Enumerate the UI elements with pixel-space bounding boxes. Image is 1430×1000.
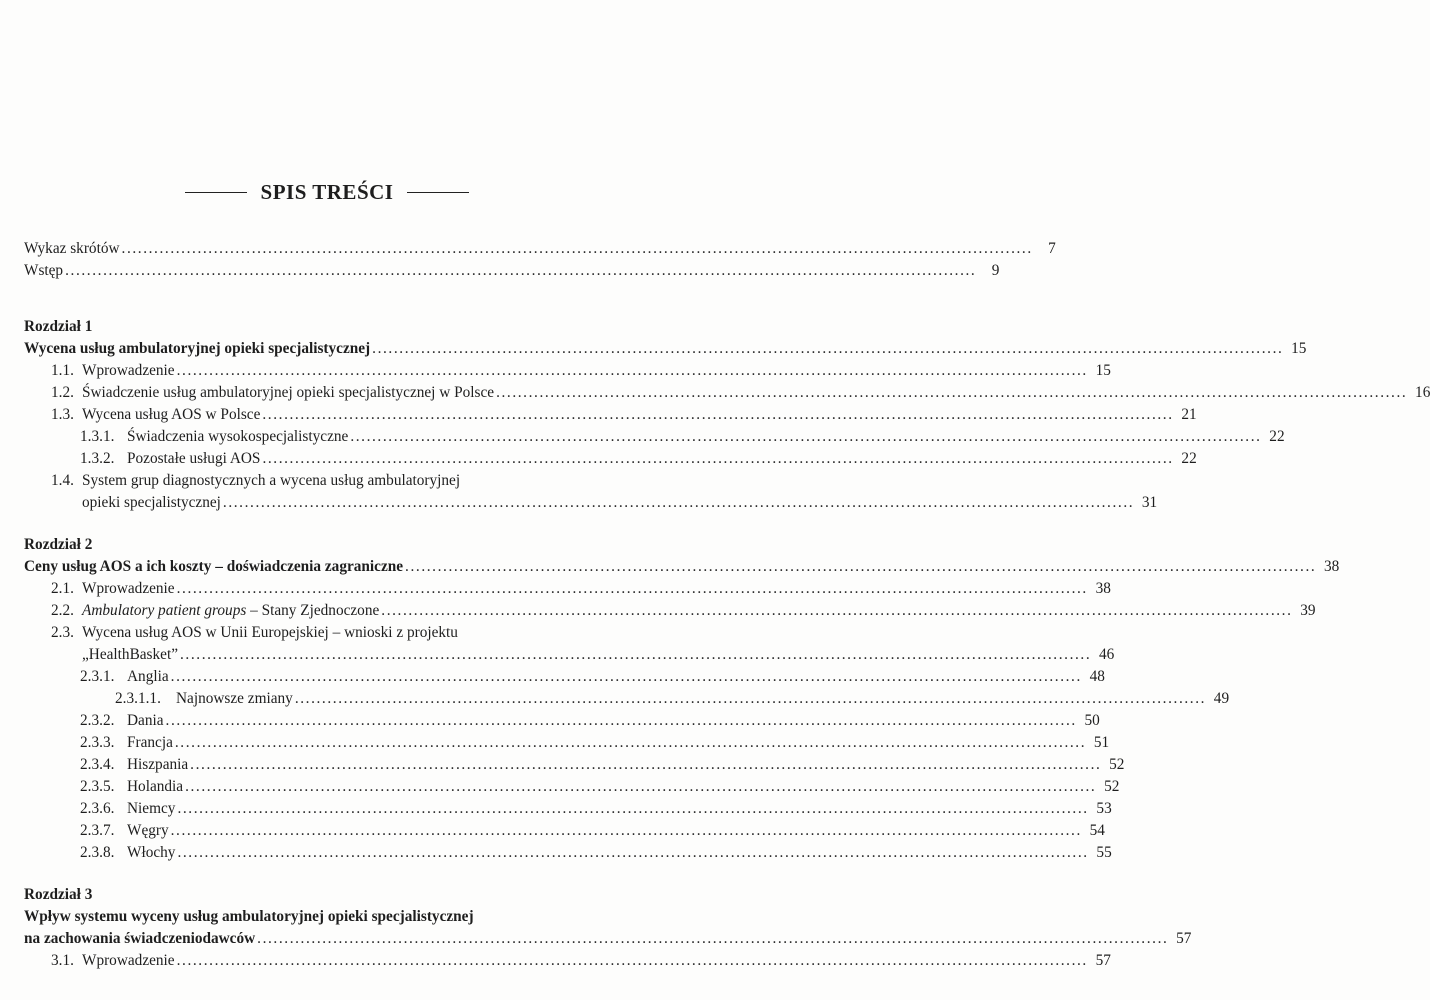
toc-entry-1-3-2: 1.3.2. Pozostałe usługi AOS ..... 22 [24, 448, 590, 470]
toc-entry-2-3-4: 2.3.4. Hiszpania ..... 52 [24, 754, 590, 776]
toc-entry-2-3-1-1: 2.3.1.1. Najnowsze zmiany ..... 49 [24, 688, 590, 710]
toc-entry-2-1: 2.1. Wprowadzenie ..... 38 [24, 578, 590, 600]
toc-entry-2-3-6: 2.3.6. Niemcy ..... 53 [24, 798, 590, 820]
table-of-contents [24, 238, 1430, 972]
toc-entry-2-3-8: 2.3.8. Włochy ..... 55 [24, 842, 590, 864]
chapter-1-title: Wycena usług ambulatoryjnej opieki specjalistycznej ..... 15 [24, 338, 590, 360]
title-rule-left [185, 192, 247, 193]
toc-entry-1-4-line1: 1.4. System grup diagnostycznych a wycena usług ambulatoryjnej [51, 472, 461, 489]
toc-entry-2-3-1: 2.3.1. Anglia ..... 48 [24, 666, 590, 688]
toc-entry-1-2: 1.2. Świadczenie usług ambulatoryjnej opieki specjalistycznej w Polsce ..... 16 [24, 382, 590, 404]
toc-entry-1-3-1: 1.3.1. Świadczenia wysokospecjalistyczne ..... 22 [24, 426, 590, 448]
toc-entry-1-4-line2: opieki specjalistycznej ..... 31 [24, 492, 590, 514]
chapter-2-title: Ceny usług AOS a ich koszty – doświadczenia zagraniczne ..... 38 [24, 556, 590, 578]
chapter-3-heading: Rozdział 3 [24, 886, 93, 903]
chapter-3-title-line2: na zachowania świadczeniodawców ..... 57 [24, 928, 590, 950]
toc-entry-2-3-3: 2.3.3. Francja ..... 51 [24, 732, 590, 754]
toc-entry-2-3-5: 2.3.5. Holandia ..... 52 [24, 776, 590, 798]
toc-entry-1-3: 1.3. Wycena usług AOS w Polsce ..... 21 [24, 404, 590, 426]
toc-entry-wykaz-skrotow: Wykaz skrótów ..... 7 [24, 238, 590, 260]
title-rule-right [407, 192, 469, 193]
toc-entry-2-3-line1: 2.3. Wycena usług AOS w Unii Europejskiej – wnioski z projektu [51, 624, 458, 641]
toc-entry-2-3-line2: „HealthBasket” ..... 46 [24, 644, 590, 666]
chapter-2-heading: Rozdział 2 [24, 536, 93, 553]
page-title: SPIS TREŚCI [260, 180, 394, 204]
toc-entry-wstep: Wstęp ..... 9 [24, 260, 590, 282]
toc-entry-2-3-7: 2.3.7. Węgry ..... 54 [24, 820, 590, 842]
chapter-3-title-line1: Wpływ systemu wyceny usług ambulatoryjnej opieki specjalistycznej [24, 908, 474, 925]
toc-entry-2-2: 2.2. Ambulatory patient groups – Stany Zjednoczone ..... 39 [24, 600, 590, 622]
toc-entry-2-3-2: 2.3.2. Dania ..... 50 [24, 710, 590, 732]
page-title-block [0, 180, 654, 205]
toc-entry-1-1: 1.1. Wprowadzenie ..... 15 [24, 360, 590, 382]
chapter-1-heading: Rozdział 1 [24, 318, 93, 335]
toc-entry-3-1: 3.1. Wprowadzenie ..... 57 [24, 950, 590, 972]
